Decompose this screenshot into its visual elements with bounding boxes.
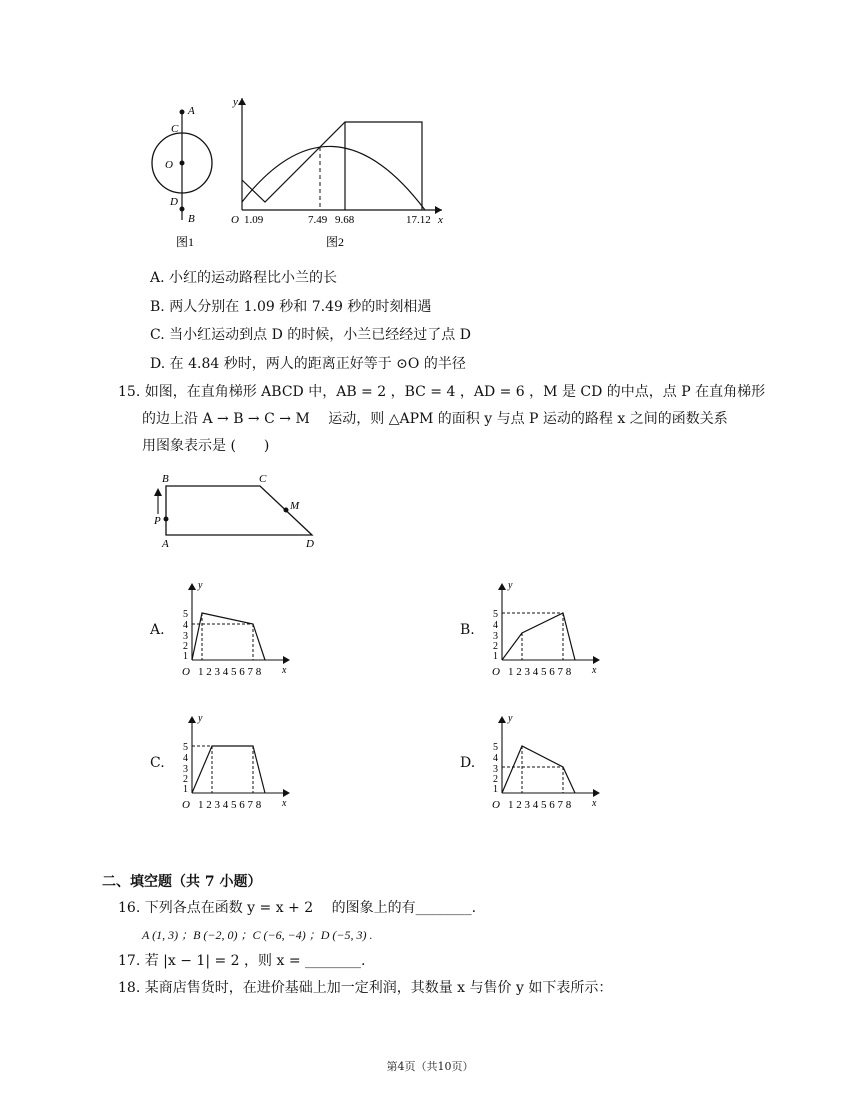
page-footer: 第4页（共10页） — [386, 1060, 474, 1073]
trap-label-p: P — [154, 515, 161, 527]
graph-y-tick: 3 — [183, 764, 188, 775]
graph-option-c-letter: C. — [150, 755, 165, 771]
trapezoid-figure — [148, 468, 328, 550]
graph-y-tick: 1 — [493, 784, 498, 795]
fig2-tick-1: 1.09 — [244, 214, 264, 226]
fig2-x-label: x — [438, 214, 443, 226]
graph-option-b-letter: B. — [460, 622, 475, 638]
fig1-caption: 图1 — [176, 235, 195, 249]
graph-x-label: x — [282, 798, 287, 809]
graph-d — [488, 711, 608, 815]
graph-origin: O — [182, 799, 190, 811]
q15-line-3: 用图象表示是 ( ) — [142, 438, 270, 454]
graph-y-tick: 2 — [183, 641, 188, 652]
graph-y-tick: 1 — [183, 784, 188, 795]
option-letter: A. — [150, 270, 165, 286]
option-text: 当小红运动到点 D 的时候，小兰已经经过了点 D — [169, 327, 471, 343]
graph-x-ticks: 1 2 3 4 5 6 7 8 — [198, 799, 262, 811]
q15-line-1: 15. 如图，在直角梯形 ABCD 中，AB = 2 ，BC = 4 ，AD = 6 ，M 是 CD 的中点，点 P 在直角梯形 — [118, 384, 766, 400]
graph-b — [488, 578, 608, 682]
fig2-tick-2: 7.49 — [308, 214, 328, 226]
graph-x-ticks: 1 2 3 4 5 6 7 8 — [508, 799, 572, 811]
fig1-circle-diagram — [152, 105, 212, 225]
graph-origin: O — [492, 799, 500, 811]
trap-label-m: M — [290, 500, 300, 512]
trap-label-d: D — [306, 538, 314, 550]
q16-stem: 16. 下列各点在函数 y = x + 2 的图象上的有________. — [118, 900, 477, 916]
q16-points: A (1, 3) ；B (−2, 0) ；C (−6, −4) ；D (−5, 3) . — [142, 928, 373, 942]
graph-y-label: y — [198, 713, 203, 724]
fig2-y-label: y — [233, 96, 238, 108]
q17-stem: 17. 若 |x − 1| = 2 ，则 x = ________. — [118, 953, 366, 969]
graph-c — [178, 711, 298, 815]
fig1-label-b: B — [188, 213, 195, 225]
graph-y-tick: 4 — [493, 753, 498, 764]
graph-y-tick: 3 — [183, 631, 188, 642]
graph-y-tick: 5 — [183, 609, 188, 620]
option-text: 小红的运动路程比小兰的长 — [169, 270, 338, 286]
fig1-label-o: O — [165, 159, 173, 171]
graph-option-a-letter: A. — [150, 622, 165, 638]
graph-y-tick: 4 — [183, 753, 188, 764]
graph-y-label: y — [508, 713, 513, 724]
graph-x-label: x — [592, 665, 597, 676]
graph-x-ticks: 1 2 3 4 5 6 7 8 — [508, 666, 572, 678]
graph-y-tick: 1 — [183, 651, 188, 662]
trap-label-c: C — [259, 473, 267, 485]
graph-y-label: y — [198, 580, 203, 591]
fig1-label-d: D — [170, 196, 178, 208]
graph-option-d-letter: D. — [460, 755, 476, 771]
graph-x-label: x — [282, 665, 287, 676]
option-letter: D. — [150, 356, 166, 372]
graph-y-tick: 3 — [493, 764, 498, 775]
q14-option-a — [150, 268, 337, 288]
option-text: 在 4.84 秒时，两人的距离正好等于 ⊙O 的半径 — [169, 356, 466, 372]
graph-y-label: y — [508, 580, 513, 591]
fig1-label-a: A — [188, 105, 195, 117]
q14-option-b — [150, 297, 431, 317]
graph-y-tick: 4 — [183, 620, 188, 631]
option-text: 两人分别在 1.09 秒和 7.49 秒的时刻相遇 — [169, 299, 432, 315]
graph-y-tick: 1 — [493, 651, 498, 662]
section-2-title: 二、填空题（共 7 小题） — [102, 874, 262, 890]
fig1-label-c: C — [171, 123, 179, 135]
graph-y-tick: 5 — [493, 609, 498, 620]
graph-origin: O — [182, 666, 190, 678]
fig2-tick-3: 9.68 — [335, 214, 355, 226]
graph-y-tick: 2 — [493, 641, 498, 652]
option-letter: B. — [150, 299, 165, 315]
graph-x-label: x — [592, 798, 597, 809]
graph-y-tick: 2 — [493, 774, 498, 785]
fig2-caption: 图2 — [326, 235, 345, 249]
fig2-graph — [231, 96, 443, 226]
graph-x-ticks: 1 2 3 4 5 6 7 8 — [198, 666, 262, 678]
trap-label-b: B — [162, 473, 169, 485]
graph-y-tick: 3 — [493, 631, 498, 642]
graph-y-tick: 5 — [183, 742, 188, 753]
graph-a — [178, 578, 298, 682]
top-figures — [140, 92, 460, 252]
option-letter: C. — [150, 327, 165, 343]
trap-label-a: A — [162, 538, 169, 550]
fig2-origin-label: O — [231, 214, 239, 226]
q18-stem: 18. 某商店售货时，在进价基础上加一定利润，其数量 x 与售价 y 如下表所示： — [118, 980, 613, 996]
fig2-tick-4: 17.12 — [406, 214, 431, 226]
graph-y-tick: 2 — [183, 774, 188, 785]
graph-y-tick: 5 — [493, 742, 498, 753]
q14-option-d — [150, 354, 466, 374]
q15-line-2: 的边上沿 A → B → C → M 运动，则 △APM 的面积 y 与点 P 运动的路程 x 之间的函数关系 — [142, 411, 728, 427]
graph-origin: O — [492, 666, 500, 678]
q14-option-c — [150, 325, 471, 345]
graph-y-tick: 4 — [493, 620, 498, 631]
